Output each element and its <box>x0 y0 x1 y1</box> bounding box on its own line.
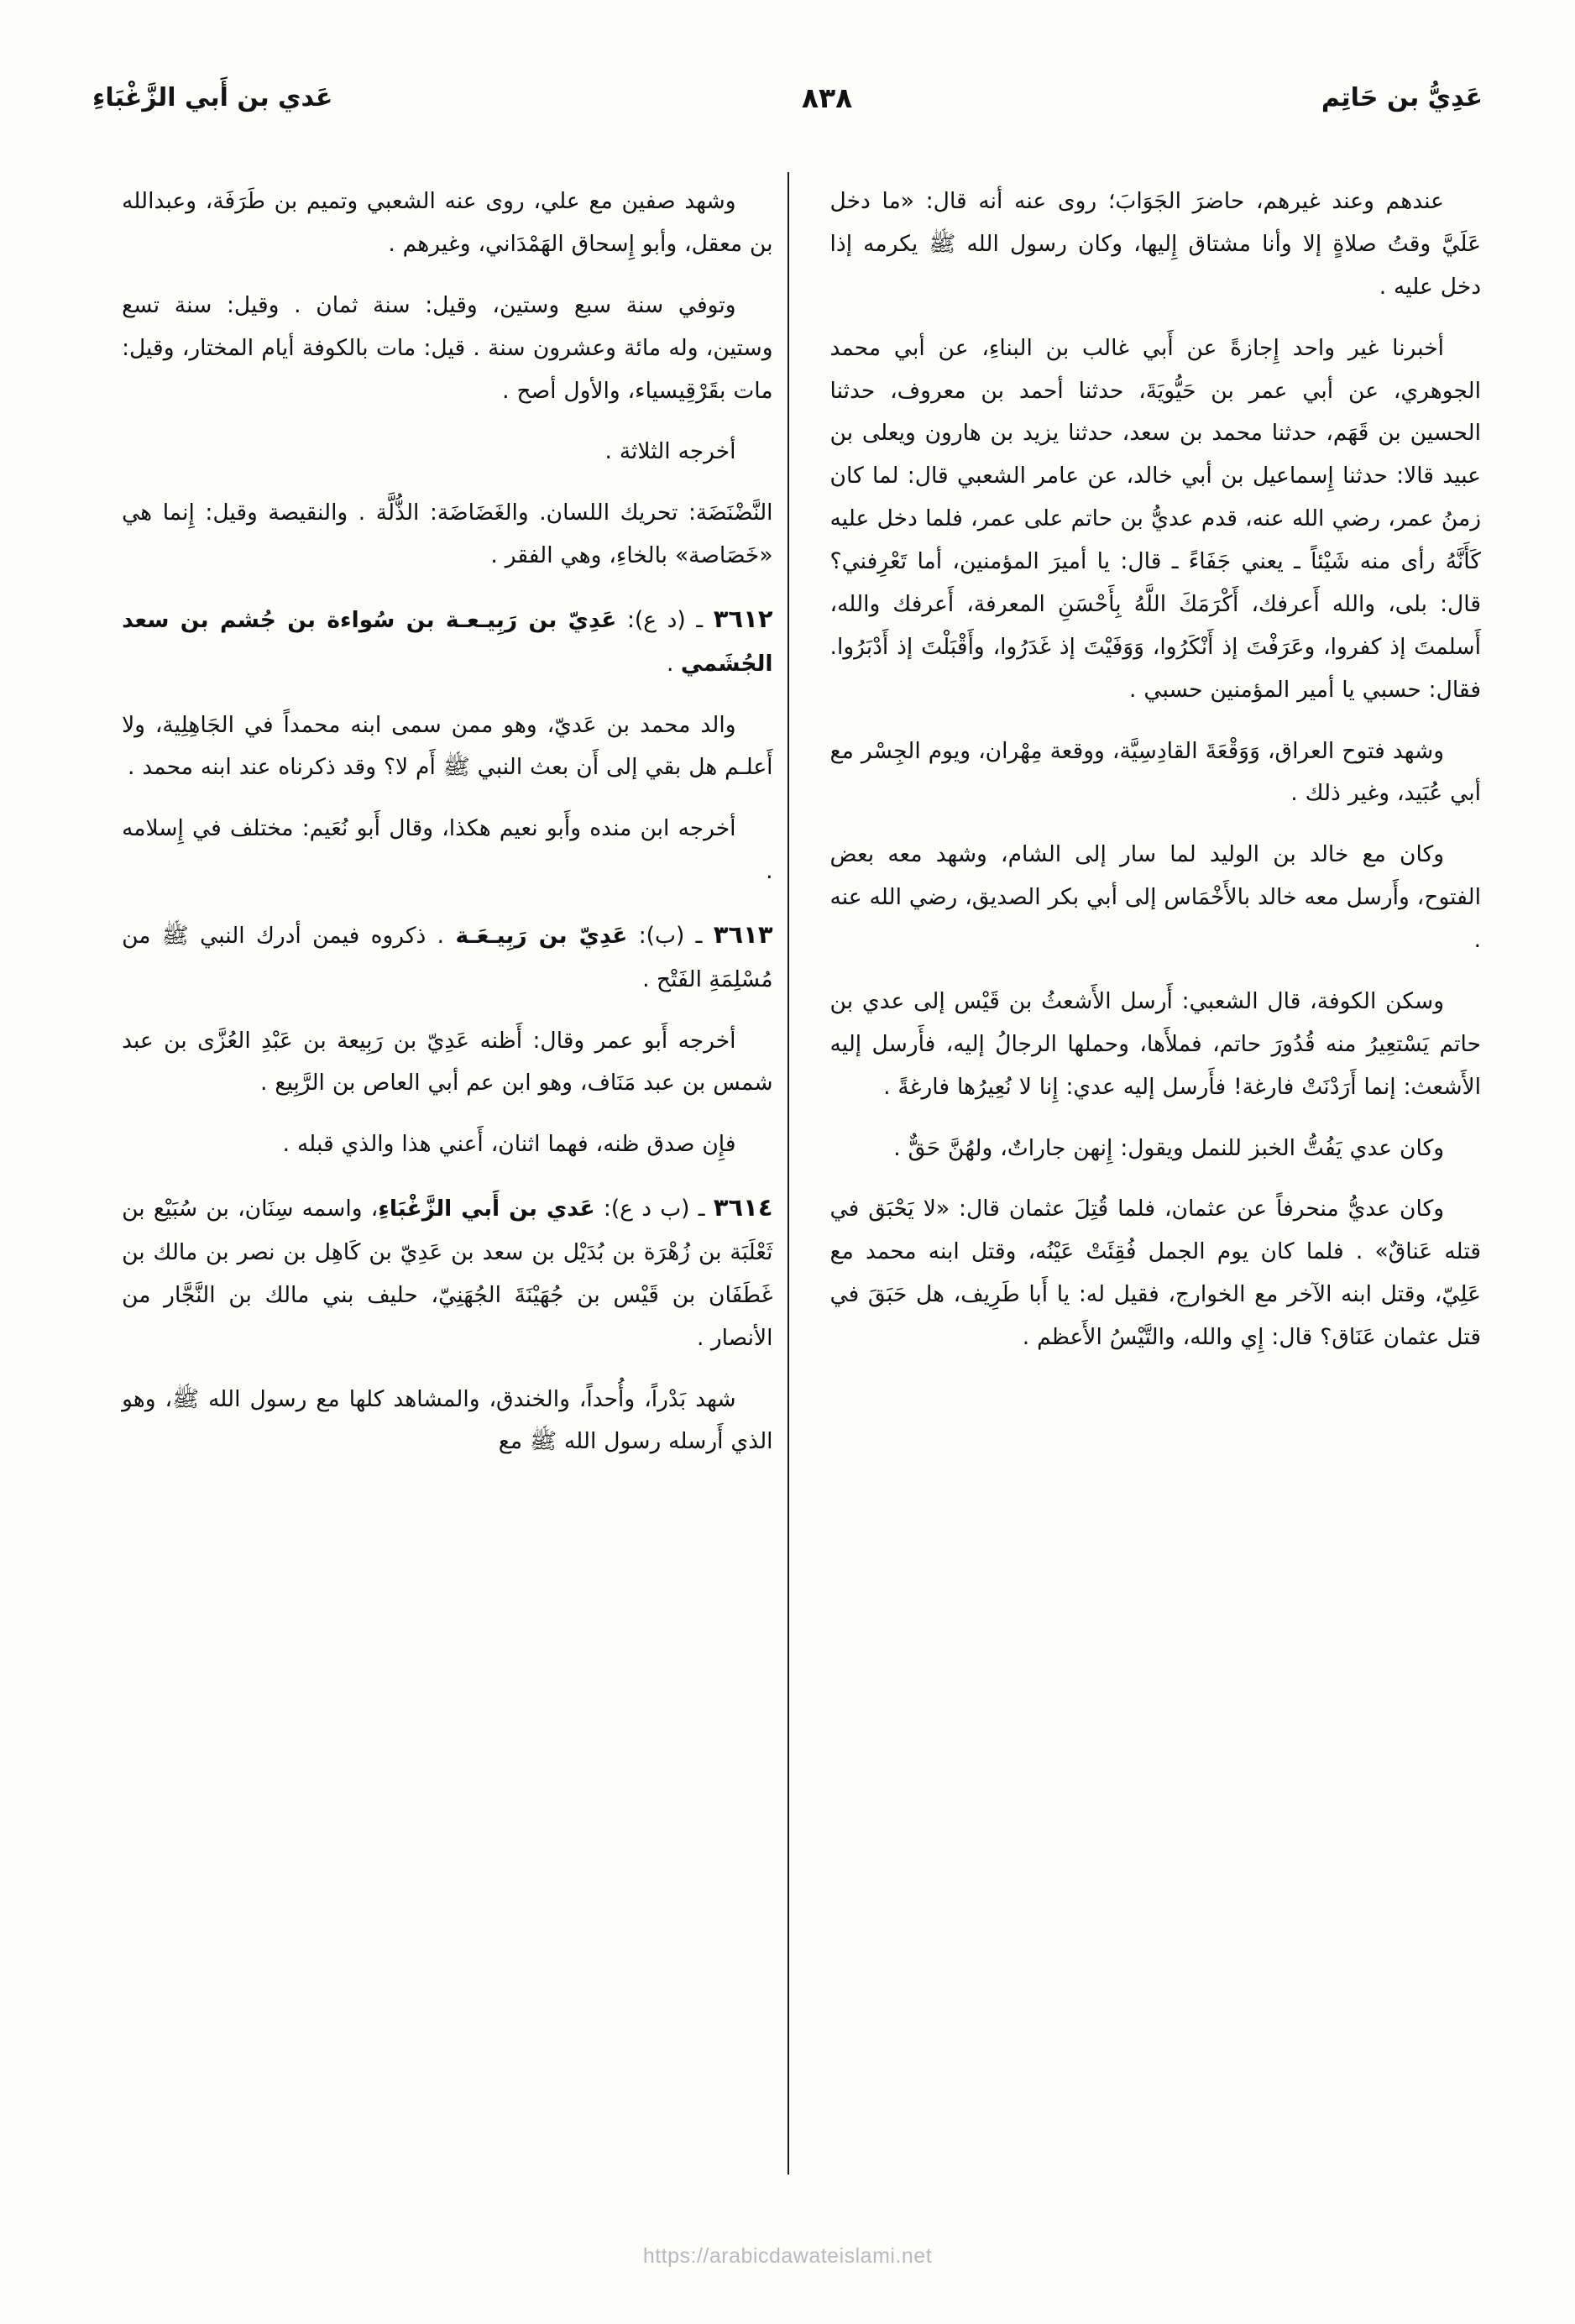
watermark-url: https://arabicdawateislami.net <box>642 2244 933 2268</box>
body-paragraph: أخرجه ابن منده وأَبو نعيم هكذا، وقال أَبو نُعَيم: مختلف في إِسلامه . <box>122 815 773 885</box>
right-column <box>802 181 1481 2173</box>
entry-name: عَدي بن أَبي الزَّغْبَاءِ <box>378 1196 595 1222</box>
entry-detail: ، واسمه سِنَان، بن سُبَيْع بن ثَعْلَبَة بن زُهْرَة بن بُدَيْل بن سعد بن عَدِيّ بن كَاهِل بن نصر بن مالك بن غَطَفَان بن قَيْس بن جُهَيْنَةَ الجُهَنِيّ، حليف بني مالك بن النَّجَّار من الأنصار . <box>122 1196 773 1351</box>
body-paragraph: والد محمد بن عَديّ، وهو ممن سمى ابنه محمداً في الجَاهِلِية، ولا أَعلـم هل بقي إلى أَن بعث النبي ﷺ أَم لا؟ وقد ذكرناه عند ابنه محمد . <box>122 711 773 781</box>
body-paragraph: وشهد صفين مع علي، روى عنه الشعبي وتميم بن طَرَفَة، وعبدالله بن معقل، وأبو إِسحاق الهَمْدَاني، وغيرهم . <box>122 188 773 257</box>
body-paragraph: وسكن الكوفة، قال الشعبي: أَرسل الأَشعثُ بن قَيْس إلى عدي بن حاتم يَسْتعِيرُ منه قُدُورَ حاتم، فملأَها، وحملها الرجالُ إليه، فأَرسل إليه الأَشعث: إنما أَرَدْنَتْ فارغة! فأَرسل إليه عدي: إِنا لا نُعِيرُها فارغةً . <box>829 987 1481 1100</box>
entry-number: ٣٦١٤ <box>713 1193 773 1222</box>
body-paragraph: وشهد فتوح العراق، وَوَقْعَةَ القادِسِيَّة، ووقعة مِهْران، ويوم الجِسْر مع أبي عُبَيد، وغير ذلك . <box>829 737 1481 807</box>
body-paragraph: النَّضْنَضَة: تحريك اللسان. والغَضَاضَة: الذُّلَّة . والنقيصة وقيل: إِنما هي «خَصَاصة» بالخاءِ، وهي الفقر . <box>122 500 773 569</box>
body-paragraph: وكان عديُّ منحرفاً عن عثمان، فلما قُتِلَ عثمان قال: «لا يَحْبَق في قتله عَناقٌ» . فلما كان يوم الجمل فُقِئَتْ عَيْنُه، وقتل ابنه محمد مع عَلِيّ، وقتل ابنه الآخر مع الخوارج، فقيل له: يا أَبا طَرِيف، هل حَبَقَ في قتل عثمان عَنَاق؟ قال: إِي والله، والتَّيْسُ الأَعظم . <box>829 1196 1481 1350</box>
entry-number: ٣٦١٢ <box>713 605 773 633</box>
entry-detail: . ذكروه فيمن أدرك النبي ﷺ من مُسْلِمَةِ الفَتْح . <box>122 923 773 992</box>
body-paragraph: شهد بَدْراً، وأُحداً، والخندق، والمشاهد كلها مع رسول الله ﷺ، وهو الذي أَرسله رسول الله ﷺ مع <box>122 1385 773 1455</box>
body-paragraph: وكان مع خالد بن الوليد لما سار إلى الشام، وشهد معه بعض الفتوح، وأَرسل معه خالد بالأَخْمَاس إلى أبي بكر الصديق، رضي الله عنه . <box>829 841 1481 953</box>
entry-source-marks: ـ (ب د ع): <box>594 1196 714 1222</box>
page-number: ٨٣٨ <box>801 81 853 114</box>
entry-number: ٣٦١٣ <box>713 920 773 950</box>
body-paragraph: وكان عدي يَفُتُّ الخبز للنمل ويقول: إِنهن جاراتٌ، ولهُنَّ حَقٌّ . <box>893 1134 1444 1161</box>
body-paragraph: أخرجه أَبو عمر وقال: أَظنه عَدِيّ بن رَبِيعة بن عَبْدِ العُزَّى بن عبد شمس بن عبد مَنَاف، وهو ابن عم أبي العاص بن الرَّبِيع . <box>122 1027 773 1097</box>
page-header <box>92 72 1483 123</box>
biography-entry <box>122 1185 772 1359</box>
biography-entry <box>122 912 772 1002</box>
header-right-title: عَدِيُّ بن حَاتِم <box>1321 82 1483 113</box>
entry-name: عَدِيّ بن رَبِيـعـة بن سُواءة بن جُشم بن سعد الجُشَمي <box>122 607 773 677</box>
left-column <box>122 181 801 2173</box>
body-columns <box>94 181 1481 2173</box>
body-paragraph: أخبرنا غير واحد إِجازةً عن أَبي غالب بن البناءِ، عن أبي محمد الجوهري، عن أبي عمر بن حَيُّويَةَ، حدثنا أحمد بن معروف، حدثنا الحسين بن قَهَم، حدثنا محمد بن سعد، حدثنا يزيد بن هارون ويعلى بن عبيد قالا: حدثنا إِسماعيل بن أبي خالد، عن عامر الشعبي قال: لما كان زمنُ عمر، رضي الله عنه، قدم عديُّ بن حاتم على عمر، فلما دخل عليه كَأَنَّهُ رأى منه شَيْئاً ـ يعني جَفَاءً ـ قال: يا أميرَ المؤمنين، أما تَعْرِفني؟ قال: بلى، والله أَعرفك، أَكْرَمَكَ اللَّهُ بِأَحْسَنِ المعرفة، أَعرفك والله، أَسلمتَ إذ كفروا، وعَرَفْتَ إذ أَنْكَرُوا، وَوَفَيْتَ إذ غَدَرُوا، وأَقْبَلْتَ إذ أَدْبَرُوا. فقال: حسبي يا أمير المؤمنين حسبي . <box>829 334 1481 703</box>
entry-detail: . <box>666 650 681 677</box>
entry-name: عَدِيّ بن رَبِيـعَـة <box>455 923 628 950</box>
header-left-title: عَدي بن أَبي الزَّغْبَاءِ <box>92 82 333 113</box>
body-paragraph: أخرجه الثلاثة . <box>604 438 736 465</box>
biography-entry <box>122 596 772 686</box>
entry-source-marks: ـ (د ع): <box>616 607 714 633</box>
body-paragraph: وتوفي سنة سبع وستين، وقيل: سنة ثمان . وقيل: سنة تسع وستين، وله مائة وعشرون سنة . قيل: مات بالكوفة أيام المختار، وقيل: مات بقَرْقِيسياء، والأول أصح . <box>122 291 773 404</box>
body-paragraph: فإِن صدق ظنه، فهما اثنان، أَعني هذا والذي قبله . <box>282 1131 736 1158</box>
body-paragraph: عندهم وعند غيرهم، حاضرَ الجَوَابَ؛ روى عنه أنه قال: «ما دخل عَلَيَّ وقتُ صلاةٍ إلا وأنا مشتاق إِليها، وكان رسول الله ﷺ يكرمه إذا دخل عليه . <box>829 188 1481 300</box>
entry-source-marks: ـ (ب): <box>627 923 714 950</box>
